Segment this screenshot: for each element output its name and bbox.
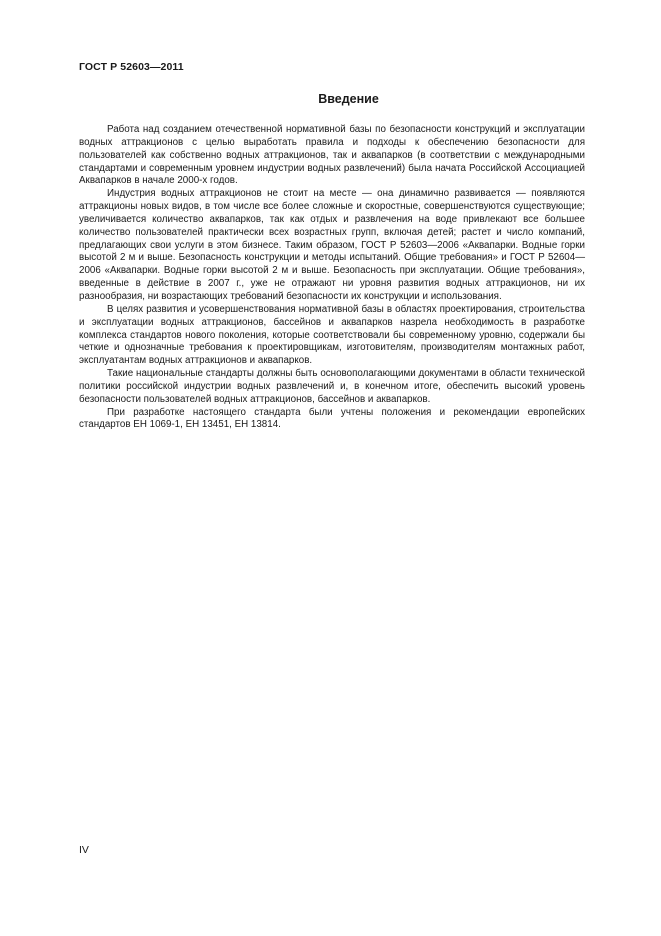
page-number: IV <box>79 844 89 856</box>
section-title: Введение <box>318 92 379 106</box>
paragraph: Индустрия водных аттракционов не стоит на месте — она динамично развивается — появляются аттракционы новых видов, в том числе все более сложные и скоростные, совершенствуются существующие; увеличивается количество аквапарков, так как отдых и развлечения на воде привлекают все большее количество пользователей практически всех возрастных групп, включая детей; растет и число компаний, предлагающих свои услуги в этом бизнесе. Таким образом, ГОСТ Р 52603—2006 «Аквапарки. Водные горки высотой 2 м и выше. Безопасность конструкции и методы испытаний. Общие требования» и ГОСТ Р 52604—2006 «Аквапарки. Водные горки высотой 2 м и выше. Безопасность при эксплуатации. Общие требования», введенные в действие в 2007 г., уже не отражают ни уровня развития водных аттракционов, ни их разнообразия, ни возрастающих требований безопасности их конструкции и использования. <box>79 188 585 302</box>
paragraph: При разработке настоящего стандарта были учтены положения и рекомендации европейских стандартов ЕН 1069-1, ЕН 13451, ЕН 13814. <box>79 406 585 431</box>
paragraph: Работа над созданием отечественной нормативной базы по безопасности конструкций и эксплуатации водных аттракционов с целью выработать правила и подходы к обеспечению безопасности для пользователей как собственно водных аттракционов, так и аквапарков (в соответствии с международными стандартами и современным уровнем индустрии водных развлечений) была начата Российской Ассоциацией Аквапарков в начале 2000-х годов. <box>79 124 585 187</box>
paragraph: В целях развития и усовершенствования нормативной базы в областях проектирования, строительства и эксплуатации водных аттракционов, бассейнов и аквапарков назрела необходимость в разработке комплекса стандартов нового поколения, которые соответствовали бы современному уровню, содержали бы четкие и однозначные требования к проектировщикам, изготовителям, производителям монтажных работ, эксплуатантам водных аттракционов и аквапарков. <box>79 303 585 367</box>
document-designation: ГОСТ Р 52603—2011 <box>79 61 184 73</box>
introduction-body <box>79 124 585 432</box>
paragraph: Такие национальные стандарты должны быть основополагающими документами в области технической политики российской индустрии водных развлечений и, в конечном итоге, обеспечить высокий уровень безопасности пользователей водных аттракционов, бассейнов и аквапарков. <box>79 368 585 405</box>
